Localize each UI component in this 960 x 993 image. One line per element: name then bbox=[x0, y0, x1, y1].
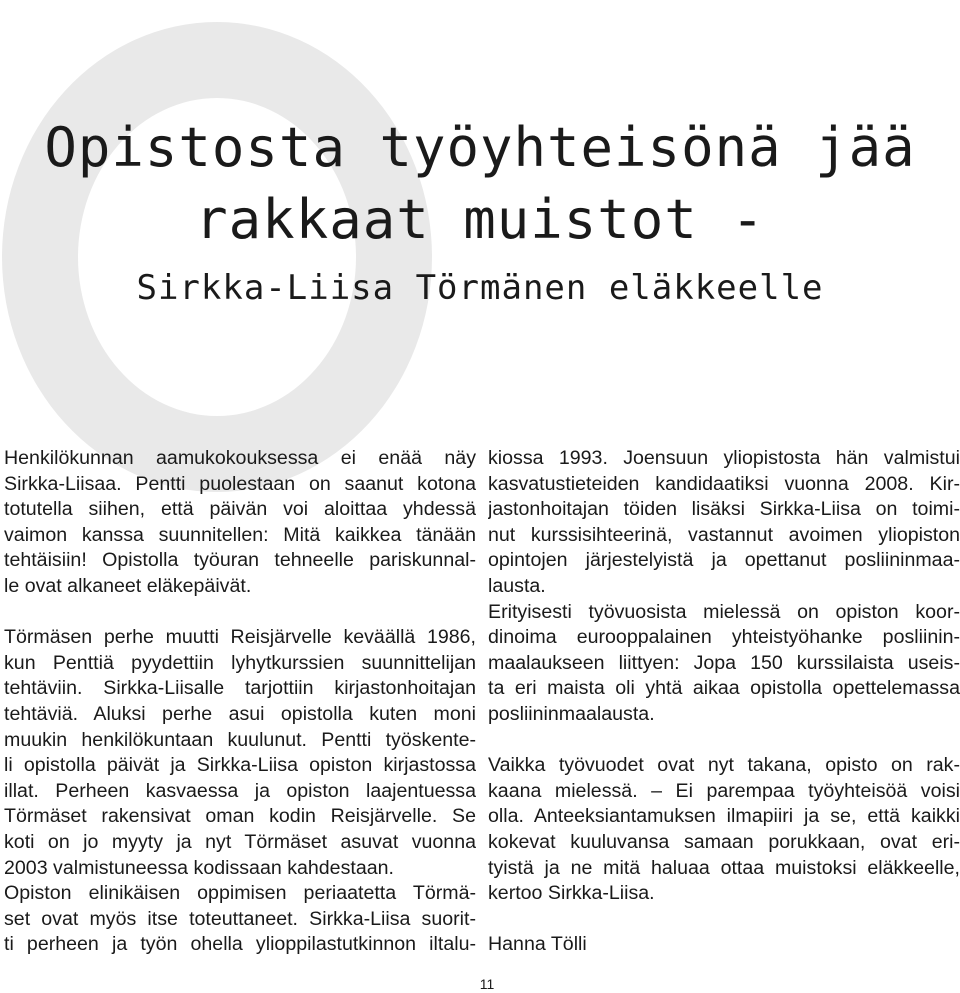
title-line-1: Opistosta työyhteisönä jää bbox=[44, 116, 916, 179]
text-line: Henkilökunnan aamukokouksessa ei enää näy bbox=[4, 447, 476, 469]
text-line: Törmäset rakensivat oman kodin Reisjärvelle. Se bbox=[4, 805, 476, 828]
text-line: li opistolla päivät ja Sirkka-Liisa opiston kirjastossa bbox=[4, 754, 476, 777]
author-name: Hanna Tölli bbox=[488, 933, 587, 956]
author-signature bbox=[488, 932, 960, 958]
text-line: vaimon kanssa suunnitellen: Mitä kaikkea tänään bbox=[4, 523, 476, 546]
paragraph bbox=[4, 625, 476, 958]
title-line-2: rakkaat muistot - bbox=[195, 188, 765, 251]
text-line: opintojen järjestelyistä ja opettanut posliininmaa- bbox=[488, 549, 960, 572]
text-line: Erityisesti työvuosista mielessä on opiston koor- bbox=[488, 600, 960, 623]
text-line: tehtäisiin! Opistolla työuran tehneelle pariskunnal- bbox=[4, 549, 476, 572]
text-line: olla. Anteeksiantamuksen ilmapiiri ja se, että kaikki bbox=[488, 805, 960, 828]
text-line: kertoo Sirkka-Liisa. bbox=[488, 882, 655, 905]
text-line: set ovat myös itse toteuttaneet. Sirkka-Liisa suorit- bbox=[4, 907, 476, 930]
paragraph bbox=[488, 753, 960, 907]
decorative-initial-letter bbox=[2, 22, 432, 492]
article-title bbox=[0, 112, 960, 256]
text-line: Törmäsen perhe muutti Reisjärvelle keväällä 1986, bbox=[4, 626, 476, 649]
text-line: dinoima eurooppalainen yhteistyöhanke posliinin- bbox=[488, 626, 960, 649]
text-line: jastonhoitajan töiden lisäksi Sirkka-Liisa on toimi- bbox=[488, 498, 960, 521]
paragraph bbox=[488, 600, 960, 728]
left-text-column bbox=[4, 446, 476, 958]
article-subtitle: Sirkka-Liisa Törmänen eläkkeelle bbox=[136, 268, 824, 308]
text-line: posliininmaalausta. bbox=[488, 702, 655, 725]
text-line: tehtäviä. Aluksi perhe asui opistolla kuten moni bbox=[4, 702, 476, 725]
text-line: 2003 valmistuneessa kodissaan kahdestaan. bbox=[4, 856, 394, 879]
text-line: tehtäviin. Sirkka-Liisalle tarjottiin kirjastonhoitajan bbox=[4, 677, 476, 700]
text-line: lausta. bbox=[488, 574, 546, 597]
text-line: kokevat kuuluvansa samaan porukkaan, ovat eri- bbox=[488, 830, 960, 853]
text-line: tyistä ja ne mitä haluaa ottaa muistoksi eläkkeelle, bbox=[488, 856, 960, 879]
page-number: 11 bbox=[479, 976, 495, 992]
paragraph bbox=[488, 446, 960, 600]
text-line: kun Penttiä pyydettiin lyhytkurssien suunnittelijan bbox=[4, 651, 476, 674]
text-line: kasvatustieteiden kandidaatiksi vuonna 2008. Kir- bbox=[488, 472, 960, 495]
text-line: le ovat alkaneet eläkepäivät. bbox=[4, 574, 252, 597]
text-line: totutella siihen, että päivän voi aloittaa yhdessä bbox=[4, 498, 476, 521]
text-line: ta eri maista oli yhtä aikaa opistolla opettelemassa bbox=[488, 677, 960, 700]
text-line: nut kurssisihteerinä, vastannut avoimen yliopiston bbox=[488, 523, 960, 546]
text-line: kaana mielessä. – Ei parempaa työyhteisöä voisi bbox=[488, 779, 960, 802]
text-line: muukin henkilökuntaan kuulunut. Pentti työskente- bbox=[4, 728, 476, 751]
text-line: Opiston elinikäisen oppimisen periaatetta Törmä- bbox=[4, 882, 476, 905]
text-line: koti on jo myyty ja nyt Törmäset asuvat vuonna bbox=[4, 830, 476, 853]
text-line: Sirkka-Liisaa. Pentti puolestaan on saanut kotona bbox=[4, 472, 476, 495]
text-line: Vaikka työvuodet ovat nyt takana, opisto on rak- bbox=[488, 754, 960, 777]
text-line: kiossa 1993. Joensuun yliopistosta hän valmistui bbox=[488, 447, 960, 469]
paragraph bbox=[4, 446, 476, 600]
text-line: illat. Perheen kasvaessa ja opiston laajentuessa bbox=[4, 779, 476, 802]
text-line: maalaukseen liittyen: Jopa 150 kurssilaista useis- bbox=[488, 651, 960, 674]
text-line: ti perheen ja työn ohella ylioppilastutkinnon iltalu- bbox=[4, 933, 476, 956]
right-text-column bbox=[488, 446, 960, 958]
